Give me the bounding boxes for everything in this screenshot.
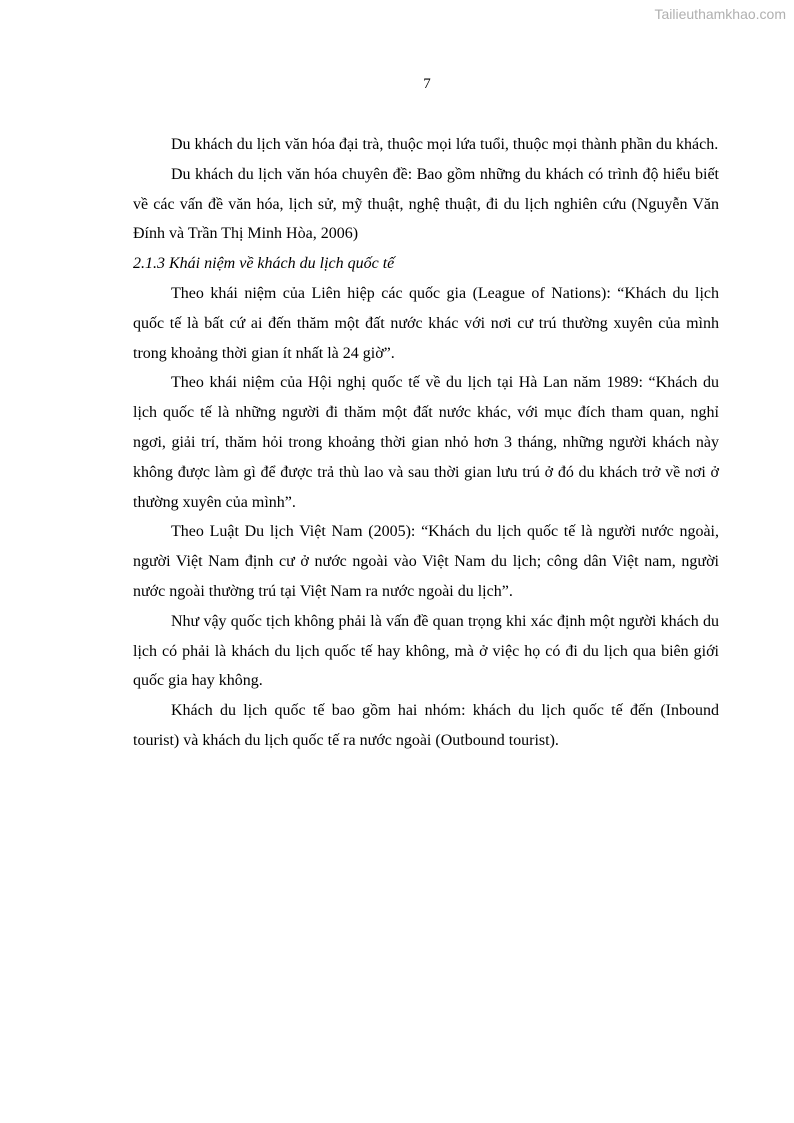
watermark-text: Tailieuthamkhao.com xyxy=(654,6,786,22)
page-number: 7 xyxy=(423,76,431,92)
paragraph: Theo Luật Du lịch Việt Nam (2005): “Khách du lịch quốc tế là người nước ngoài, người Việt Nam định cư ở nước ngoài vào Việt Nam du lịch; công dân Việt nam, người nước ngoài thường trú tại Việt Nam ra nước ngoài du lịch”. xyxy=(133,523,719,600)
paragraph: Theo khái niệm của Hội nghị quốc tế về du lịch tại Hà Lan năm 1989: “Khách du lịch quốc tế là những người đi thăm một đất nước khác, với mục đích tham quan, nghỉ ngơi, giải trí, thăm hỏi trong khoảng thời gian nhỏ hơn 3 tháng, những người khách này không được làm gì để được trả thù lao và sau thời gian lưu trú ở đó du khách trở về nơi ở thường xuyên của mình”. xyxy=(133,374,719,511)
paragraph: Khách du lịch quốc tế bao gồm hai nhóm: khách du lịch quốc tế đến (Inbound tourist) và khách du lịch quốc tế ra nước ngoài (Outbound tourist). xyxy=(133,702,719,749)
paragraph: Du khách du lịch văn hóa đại trà, thuộc mọi lứa tuổi, thuộc mọi thành phần du khách. xyxy=(171,136,719,153)
paragraph: Theo khái niệm của Liên hiệp các quốc gia (League of Nations): “Khách du lịch quốc tế là bất cứ ai đến thăm một đất nước khác với nơi cư trú thường xuyên của mình trong khoảng thời gian ít nhất là 24 giờ”. xyxy=(133,284,719,362)
section-heading: 2.1.3 Khái niệm về khách du lịch quốc tế xyxy=(133,255,395,273)
document-body xyxy=(133,130,719,756)
paragraph: Du khách du lịch văn hóa chuyên đề: Bao gồm những du khách có trình độ hiểu biết về các vấn đề văn hóa, lịch sử, mỹ thuật, nghệ thuật, đi du lịch nghiên cứu (Nguyễn Văn Đính và Trần Thị Minh Hòa, 2006) xyxy=(133,165,719,243)
paragraph: Như vậy quốc tịch không phải là vấn đề quan trọng khi xác định một người khách du lịch có phải là khách du lịch quốc tế hay không, mà ở việc họ có đi du lịch qua biên giới quốc gia hay không. xyxy=(133,612,719,690)
